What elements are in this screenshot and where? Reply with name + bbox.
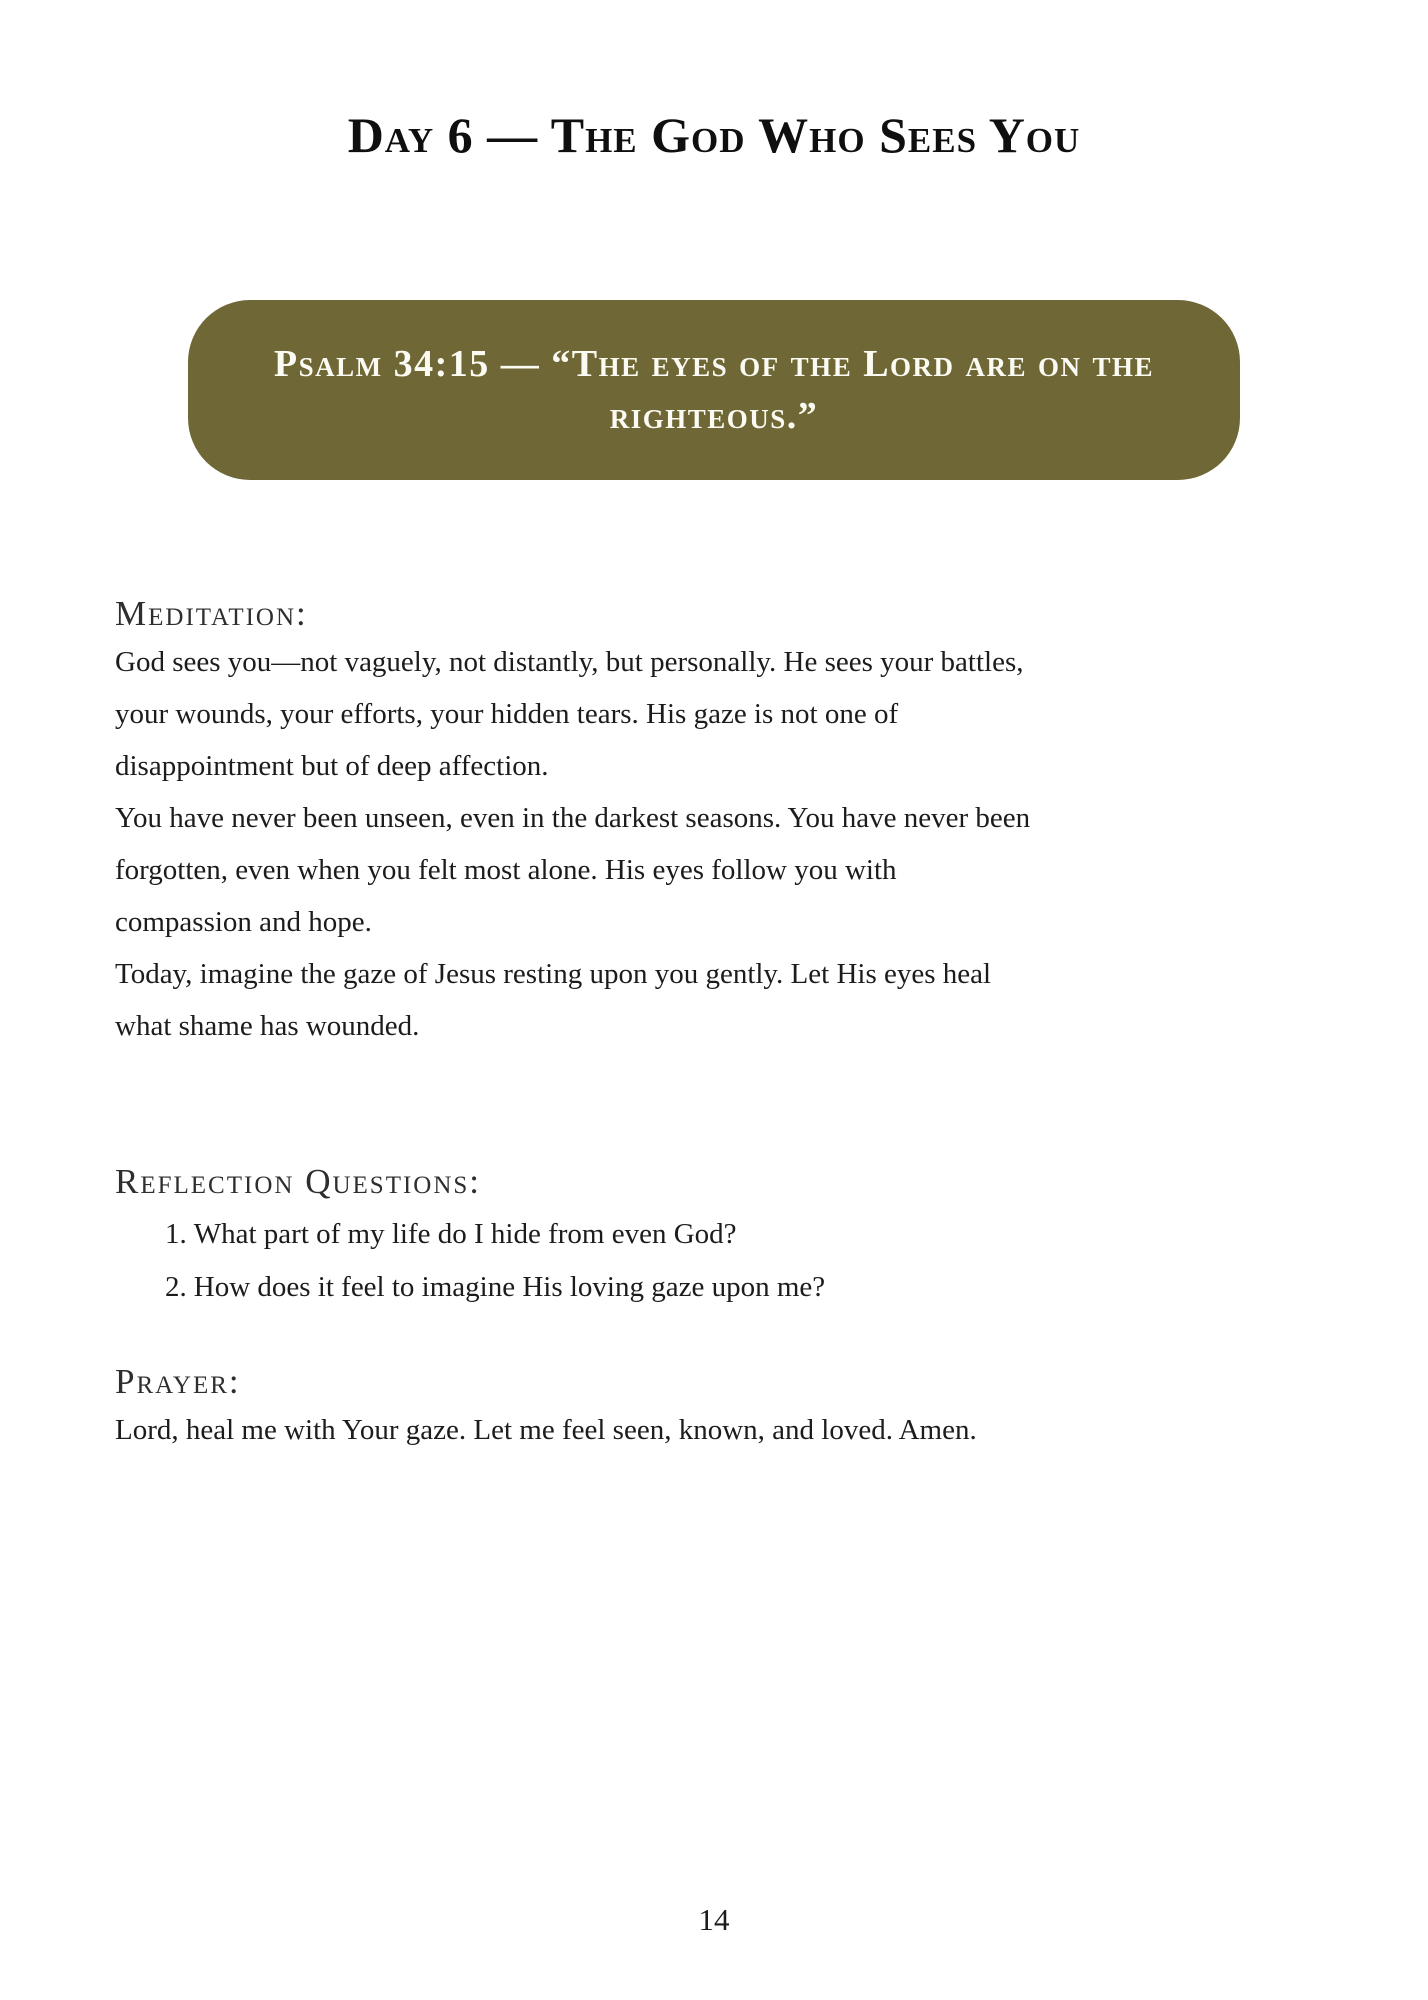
meditation-body [115, 636, 1033, 1052]
section-reflection [115, 1160, 1033, 1314]
verse-banner [188, 300, 1240, 480]
prayer-heading: Prayer: [115, 1362, 241, 1401]
meditation-paragraph: You have never been unseen, even in the darkest seasons. You have never been forgotten, even when you felt most alone. His eyes follow you with compassion and hope. [115, 802, 1031, 938]
section-meditation [115, 592, 1033, 1052]
reflection-question: What part of my life do I hide from even God? [193, 1218, 737, 1250]
reflection-question-list [115, 1208, 1033, 1314]
section-prayer [115, 1360, 1033, 1456]
prayer-text: Lord, heal me with Your gaze. Let me feel seen, known, and loved. Amen. [115, 1414, 977, 1446]
page-number: 14 [698, 1902, 730, 1937]
page-content [115, 592, 1033, 1456]
page-title: Day 6 — The God Who Sees You [347, 107, 1081, 163]
meditation-paragraph: Today, imagine the gaze of Jesus resting upon you gently. Let His eyes heal what shame has wounded. [115, 958, 992, 1042]
meditation-paragraph: God sees you—not vaguely, not distantly, but personally. He sees your battles, your wounds, your efforts, your hidden tears. His gaze is not one of disappointment but of deep affection. [115, 646, 1024, 782]
reflection-heading: Reflection Questions: [115, 1162, 482, 1201]
verse-text: Psalm 34:15 — “The eyes of the Lord are on the righteous.” [273, 343, 1155, 437]
meditation-heading: Meditation: [115, 594, 308, 633]
reflection-question: How does it feel to imagine His loving gaze upon me? [193, 1271, 826, 1303]
